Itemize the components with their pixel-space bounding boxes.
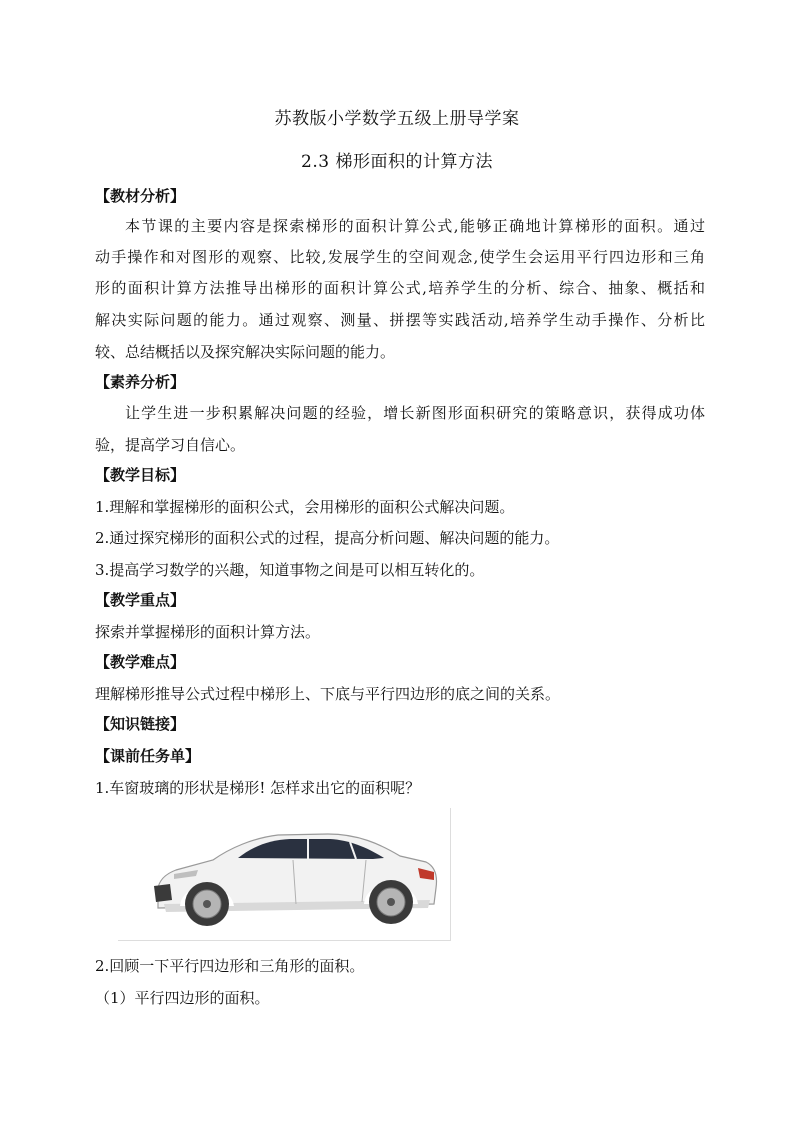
literacy-heading: 【素养分析】 bbox=[95, 373, 186, 391]
task-item-2: 2.回顾一下平行四边形和三角形的面积。 bbox=[95, 957, 365, 975]
difficulty-text: 理解梯形推导公式过程中梯形上、下底与平行四边形的底之间的关系。 bbox=[95, 685, 561, 703]
goal-item: 1.理解和掌握梯形的面积公式，会用梯形的面积公式解决问题。 bbox=[95, 498, 515, 516]
literacy-line: 验，提高学习自信心。 bbox=[95, 436, 246, 454]
pre-class-task-heading: 【课前任务单】 bbox=[95, 747, 201, 765]
difficulty-heading: 【教学难点】 bbox=[95, 653, 186, 671]
literacy-line: 让学生进一步积累解决问题的经验，增长新图形面积研究的策略意识，获得成功体 bbox=[125, 404, 705, 422]
task-item-2-sub-1: （1）平行四边形的面积。 bbox=[95, 989, 270, 1007]
analysis-line: 较、总结概括以及探究解决实际问题的能力。 bbox=[95, 343, 396, 361]
task-item-1: 1.车窗玻璃的形状是梯形! 怎样求出它的面积呢？ bbox=[95, 779, 421, 797]
analysis-line: 形的面积计算方法推导出梯形的面积计算公式,培养学生的分析、综合、抽象、概括和 bbox=[95, 279, 705, 297]
analysis-line: 解决实际问题的能力。通过观察、测量、拼摆等实践活动,培养学生动手操作、分析比 bbox=[95, 311, 705, 329]
key-point-heading: 【教学重点】 bbox=[95, 591, 186, 609]
goal-item: 3.提高学习数学的兴趣，知道事物之间是可以相互转化的。 bbox=[95, 561, 485, 579]
analysis-line: 本节课的主要内容是探索梯形的面积计算公式,能够正确地计算梯形的面积。通过 bbox=[125, 217, 705, 235]
analysis-heading: 【教材分析】 bbox=[95, 187, 186, 205]
lesson-title: 2.3 梯形面积的计算方法 bbox=[301, 152, 493, 172]
knowledge-link-heading: 【知识链接】 bbox=[95, 715, 186, 733]
analysis-line: 动手操作和对图形的观察、比较,发展学生的空间观念,使学生会运用平行四边形和三角 bbox=[95, 248, 705, 266]
car-illustration bbox=[118, 808, 451, 941]
goal-item: 2.通过探究梯形的面积公式的过程，提高分析问题、解决问题的能力。 bbox=[95, 529, 560, 547]
key-point-text: 探索并掌握梯形的面积计算方法。 bbox=[95, 623, 321, 641]
car-image bbox=[118, 808, 450, 940]
goals-heading: 【教学目标】 bbox=[95, 466, 186, 484]
document-title: 苏教版小学数学五级上册导学案 bbox=[274, 109, 520, 129]
